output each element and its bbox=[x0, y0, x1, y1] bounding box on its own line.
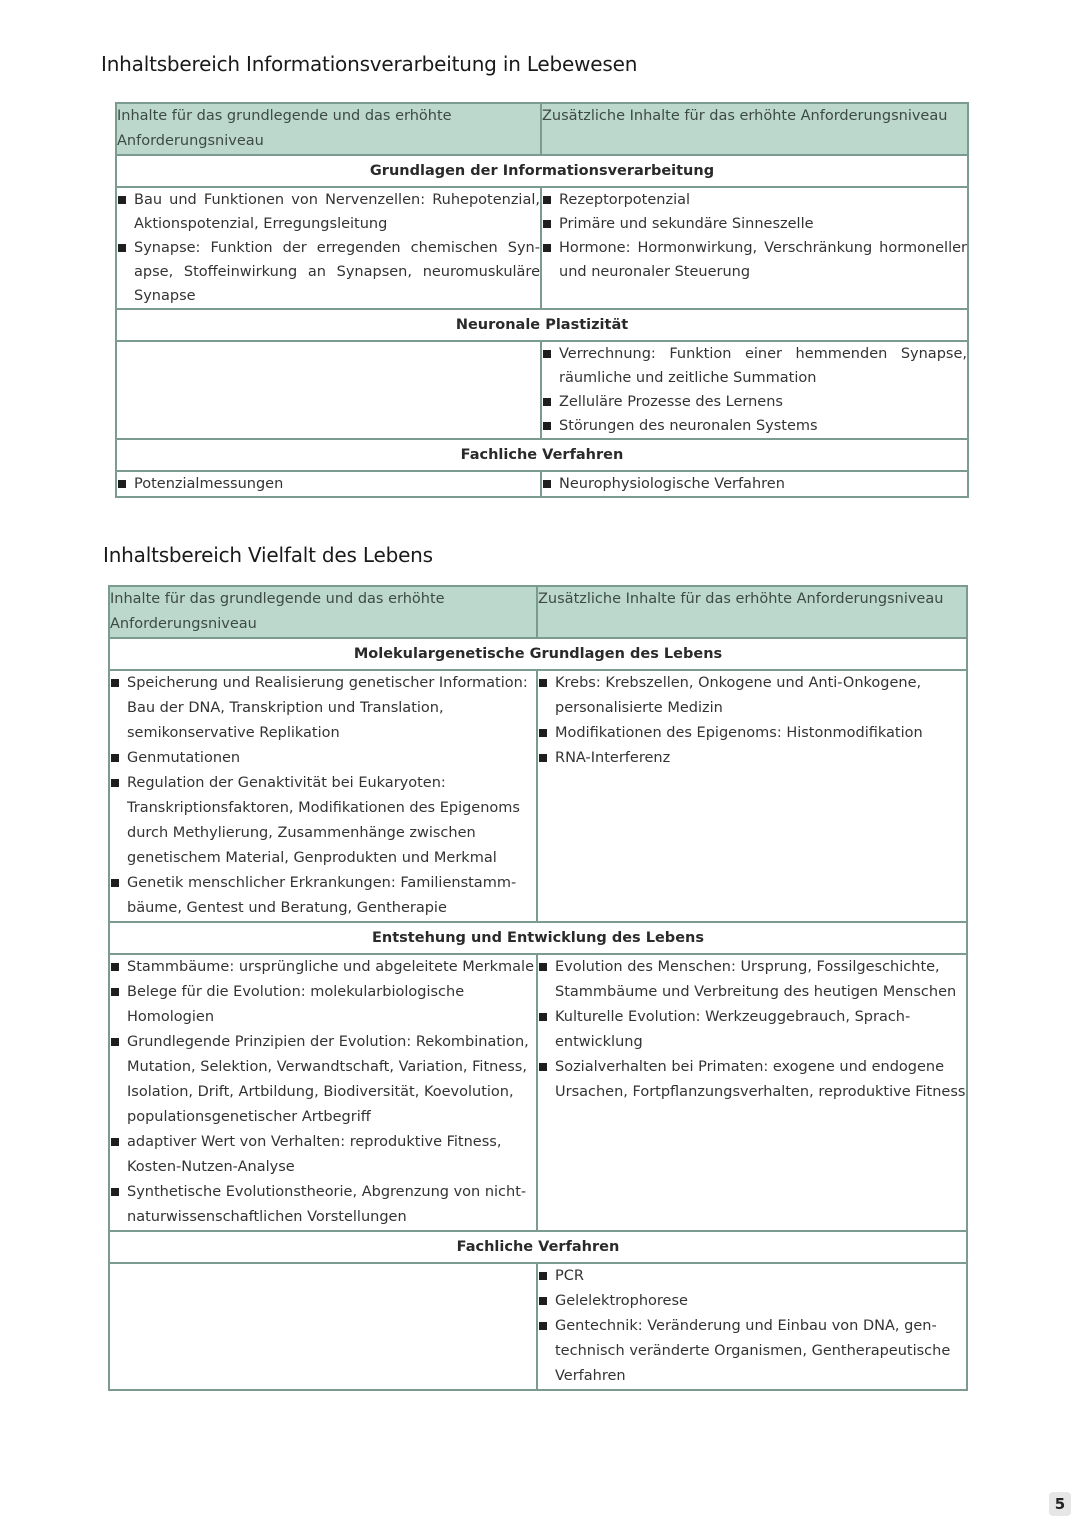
list-item: Stammbäume: ursprüngliche und abgeleitete Merkmale bbox=[110, 955, 536, 980]
group-heading: Entstehung und Entwicklung des Lebens bbox=[109, 922, 967, 954]
list-item: PCR bbox=[538, 1264, 966, 1289]
list-item: RNA-Interferenz bbox=[538, 746, 966, 771]
bullet-list bbox=[538, 1264, 966, 1389]
list-item: Modifikationen des Epigenoms: Histonmodifikation bbox=[538, 721, 966, 746]
bullet-list bbox=[538, 671, 966, 771]
bullet-list bbox=[538, 955, 966, 1105]
list-item: Genmutationen bbox=[110, 746, 536, 771]
list-item: adaptiver Wert von Verhalten: reproduktive Fitness, Kosten-Nutzen-Analyse bbox=[110, 1130, 536, 1180]
column-header-advanced: Zusätzliche Inhalte für das erhöhte Anforderungsniveau bbox=[541, 103, 968, 155]
list-item: Primäre und sekundäre Sinneszelle bbox=[542, 212, 967, 236]
list-item: Bau und Funktionen von Nervenzellen: Ruhepotenzial, Aktionspotenzial, Erregungsleitung bbox=[117, 188, 540, 236]
list-item: Evolution des Menschen: Ursprung, Fossilgeschichte, Stammbäume und Verbreitung des heutigen Menschen bbox=[538, 955, 966, 1005]
group-heading: Grundlagen der Informationsverarbeitung bbox=[116, 155, 968, 187]
bullet-list bbox=[542, 342, 967, 438]
cell-advanced-content bbox=[541, 187, 968, 309]
group-heading: Neuronale Plastizität bbox=[116, 309, 968, 341]
content-table-informationsverarbeitung bbox=[115, 102, 969, 498]
list-item: Zelluläre Prozesse des Lernens bbox=[542, 390, 967, 414]
bullet-list bbox=[542, 472, 967, 496]
cell-basic-content bbox=[116, 471, 541, 497]
list-item: Grundlegende Prinzipien der Evolution: Rekombination, Mutation, Selektion, Verwandtschaft, Variation, Fitness, Isolation, Drift, Artbildung, Biodiversität, Koevolution, populationsgenetischer Artbegriff bbox=[110, 1030, 536, 1130]
cell-basic-content bbox=[116, 341, 541, 439]
list-item: Kulturelle Evolution: Werkzeuggebrauch, Sprachentwicklung bbox=[538, 1005, 966, 1055]
cell-advanced-content bbox=[537, 1263, 967, 1390]
list-item: Potenzialmessungen bbox=[117, 472, 540, 496]
group-heading: Molekulargenetische Grundlagen des Lebens bbox=[109, 638, 967, 670]
list-item: Speicherung und Realisierung genetischer Information: Bau der DNA, Transkription und Translation, semikonservative Replikation bbox=[110, 671, 536, 746]
list-item: Regulation der Genaktivität bei Eukaryoten: Transkriptionsfaktoren, Modifikationen des Epigenoms durch Methylierung, Zusammenhänge zwischen genetischem Material, Genprodukten und Merkmal bbox=[110, 771, 536, 871]
list-item: Hormone: Hormonwirkung, Verschränkung hormoneller und neuronaler Steuerung bbox=[542, 236, 967, 284]
bullet-list bbox=[110, 671, 536, 921]
column-header-basic: Inhalte für das grundlegende und das erhöhte Anforderungsniveau bbox=[109, 586, 537, 638]
cell-advanced-content bbox=[541, 471, 968, 497]
column-header-advanced: Zusätzliche Inhalte für das erhöhte Anforderungsniveau bbox=[537, 586, 967, 638]
content-table-vielfalt bbox=[108, 585, 968, 1391]
list-item: Synapse: Funktion der erregenden chemischen Synapse, Stoffeinwirkung an Synapsen, neuromuskuläre Synapse bbox=[117, 236, 540, 308]
section-title-vielfalt: Inhaltsbereich Vielfalt des Lebens bbox=[103, 543, 433, 567]
cell-basic-content bbox=[109, 1263, 537, 1390]
bullet-list bbox=[110, 955, 536, 1230]
list-item: Rezeptorpotenzial bbox=[542, 188, 967, 212]
cell-advanced-content bbox=[537, 954, 967, 1231]
list-item: Synthetische Evolutionstheorie, Abgrenzung von nicht-naturwissenschaftlichen Vorstellungen bbox=[110, 1180, 536, 1230]
list-item: Gelelektrophorese bbox=[538, 1289, 966, 1314]
group-heading: Fachliche Verfahren bbox=[109, 1231, 967, 1263]
cell-basic-content bbox=[109, 954, 537, 1231]
list-item: Krebs: Krebszellen, Onkogene und Anti-Onkogene, personalisierte Medizin bbox=[538, 671, 966, 721]
cell-advanced-content bbox=[537, 670, 967, 922]
list-item: Belege für die Evolution: molekularbiologische Homologien bbox=[110, 980, 536, 1030]
list-item: Verrechnung: Funktion einer hemmenden Synapse, räumliche und zeitliche Summation bbox=[542, 342, 967, 390]
bullet-list bbox=[117, 472, 540, 496]
cell-basic-content bbox=[109, 670, 537, 922]
section-title-informationsverarbeitung: Inhaltsbereich Informationsverarbeitung in Lebewesen bbox=[101, 52, 638, 76]
list-item: Genetik menschlicher Erkrankungen: Familienstammbäume, Gentest und Beratung, Gentherapie bbox=[110, 871, 536, 921]
list-item: Neurophysiologische Verfahren bbox=[542, 472, 967, 496]
column-header-basic: Inhalte für das grundlegende und das erhöhte Anforderungsniveau bbox=[116, 103, 541, 155]
list-item: Gentechnik: Veränderung und Einbau von DNA, gentechnisch veränderte Organismen, Gentherapeutische Verfahren bbox=[538, 1314, 966, 1389]
bullet-list bbox=[117, 188, 540, 308]
group-heading: Fachliche Verfahren bbox=[116, 439, 968, 471]
cell-advanced-content bbox=[541, 341, 968, 439]
list-item: Sozialverhalten bei Primaten: exogene und endogene Ursachen, Fortpflanzungsverhalten, reproduktive Fitness bbox=[538, 1055, 966, 1105]
list-item: Störungen des neuronalen Systems bbox=[542, 414, 967, 438]
page-number: 5 bbox=[1049, 1492, 1071, 1516]
cell-basic-content bbox=[116, 187, 541, 309]
bullet-list bbox=[542, 188, 967, 284]
